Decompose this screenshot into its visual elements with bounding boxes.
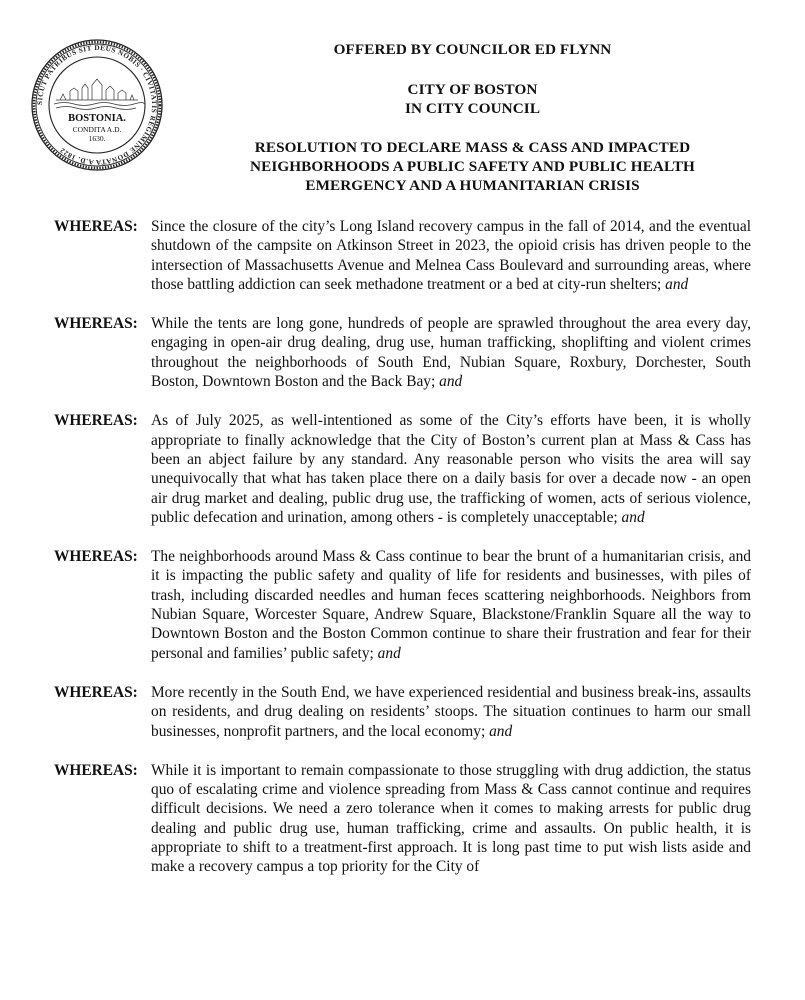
offered-by-line [190,40,755,59]
resolution-title-line: RESOLUTION TO DECLARE MASS & CASS AND IMPACTED [254,139,691,156]
whereas-conjunction: and [439,373,463,391]
seal-founded-text: CONDITA A.D. [72,125,122,134]
whereas-label: WHEREAS: [54,683,138,701]
resolution-title [190,138,755,195]
whereas-conjunction: and [489,722,513,740]
resolution-title-line: EMERGENCY AND A HUMANITARIAN CRISIS [305,177,640,194]
whereas-clause [0,411,805,527]
whereas-text: While it is important to remain compassionate to those struggling with drug addiction, the status quo of escalating crime and violence spreading from Mass & Cass cannot continue and requires difficult decisions. We need a zero tolerance when it comes to making arrests for public drug dealing and public drug use, human trafficking, crime and assaults. On public health, it is appropriate to shift to a treatment-first approach. It is long past time to put wish lists aside and make a recovery campus a top priority for the City of [151,761,751,876]
whereas-text: Since the closure of the city’s Long Island recovery campus in the fall of 2014, and the eventual shutdown of the campsite on Atkinson Street in 2023, the opioid crisis has driven people to the intersection of Massachusetts Avenue and Melnea Cass Boulevard and surrounding areas, where those battling addiction can seek methadone treatment or a bed at city-run shelters; and [151,218,751,293]
whereas-text: As of July 2025, as well-intentioned as some of the City’s efforts have been, it is wholly appropriate to finally acknowledge that the City of Boston’s current plan at Mass & Cass has been an abject failure by any standard. Any reasonable person who visits the area will say unequivocally that what has taken place there on a daily basis for over a decade now - an open air drug market and dealing, public drug use, the trafficking of women, acts of serious violence, public defecation and urination, among others - is completely unacceptable; and [151,412,751,526]
whereas-clause [0,547,805,663]
whereas-clause [0,217,805,294]
svg-text:SICUT PATRIBUS SIT DEUS NOBIS [36,44,158,166]
whereas-clause [0,761,805,877]
whereas-text: The neighborhoods around Mass & Cass continue to bear the brunt of a humanitarian crisis, and it is impacting the public safety and quality of life for residents and businesses, with piles of trash, including discarded needles and human feces scattering neighborhoods. Neighbors from Nubian Square, Worcester Square, Andrew Square, Blackstone/Franklin Square all the way to Downtown Boston and the Boston Common continue to share their frustration and fear for their personal and families’ public safety; and [151,548,751,662]
whereas-conjunction: and [621,508,645,526]
whereas-label: WHEREAS: [54,412,138,430]
whereas-clause [0,314,805,391]
seal-founded-year: 1630. [88,134,106,143]
whereas-conjunction: and [377,644,401,662]
seal-city-name: BOSTONIA. [68,113,126,124]
whereas-label: WHEREAS: [54,548,138,566]
whereas-text: While the tents are long gone, hundreds of people are sprawled throughout the area every day, engaging in open-air drug dealing, drug use, human trafficking, shoplifting and violent crimes throughout the neighborhoods of South End, Nubian Square, Roxbury, Dorchester, South Boston, Downtown Boston and the Back Bay; and [151,315,751,391]
whereas-text: More recently in the South End, we have experienced residential and business break-ins, assaults on residents, and drug dealing on residents’ stoops. The situation continues to harm our small businesses, nonprofit partners, and the local economy; and [151,683,751,740]
whereas-label: WHEREAS: [54,315,138,333]
whereas-clauses [0,217,805,897]
offered-by-text: OFFERED BY COUNCILOR ED FLYNN [333,41,612,58]
council-heading-line: IN CITY COUNCIL [404,100,541,117]
whereas-conjunction: and [665,275,689,293]
seal-ring-text: SICUT PATRIBUS SIT DEUS NOBIS · CIVITATIS REGIMINE DONATA A.D. 1822 [35,43,159,167]
city-council-heading [190,80,755,118]
city-heading-line: CITY OF BOSTON [407,81,538,98]
whereas-label: WHEREAS: [54,761,138,779]
whereas-label: WHEREAS: [54,218,138,235]
resolution-title-line: NEIGHBORHOODS A PUBLIC SAFETY AND PUBLIC HEALTH [250,158,695,175]
city-of-boston-seal [30,38,164,172]
whereas-clause [0,683,805,741]
